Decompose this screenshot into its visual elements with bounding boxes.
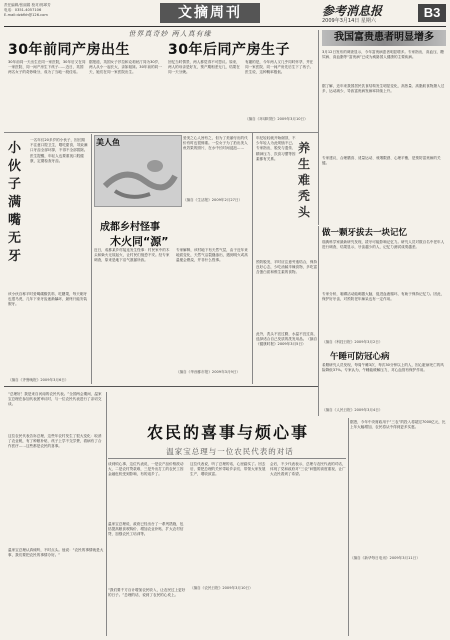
article-text: 爱美之心人皆有之，但为了美丽付出的代价有时也很惨重。一位女子为了拍出美人鱼效果的照片，在水中长时间浸泡……	[183, 136, 248, 151]
article-source: （摘自《环球时报》2009年3月10日）	[245, 117, 308, 121]
article-text: “总理好！我是来自河南的农民代表。”全国两会期间，温家宝总理在参加代表团审议时，与一位农民代表进行了亲切交谈。	[8, 392, 102, 407]
article-source: （摘自《科技日报》2009年3月2日）	[322, 340, 383, 344]
header-info-line: E-mail:dzbfkh@126.com	[4, 13, 48, 18]
article-text: 此外，洗头不宜过勤，水温不宜过高，选择适合自己发质的洗发用品。（摘自《健康时报》2009年3月5日）	[256, 332, 318, 347]
article-source: （摘自《农民日报》2009年3月10日）	[190, 586, 253, 590]
bald-title: 养生难秃头	[298, 141, 311, 219]
header-info-line: 责任编辑/张丽娟 校对/郭翠芳	[4, 3, 51, 7]
vertical-title-char: 小	[8, 141, 22, 156]
article-text: 瑞典科学家最新研究发现，拔牙可能影响记忆力。研究人员对数百名中老年人进行调查，结果显示，牙齿越少的人，记忆力测试成绩越差。	[322, 240, 445, 250]
article-source: （摘自《新华每日电讯》2009年3月11日）	[350, 556, 420, 560]
vertical-title	[8, 140, 24, 266]
vertical-title-char: 子	[8, 177, 22, 192]
article-source: （摘自《华西都市报》2009年3月9日）	[176, 370, 241, 374]
article-text: 据悉，今年中央财政用于“三农”的投入将超过7000亿元，比上年大幅增加，农民将从中得到更多实惠。	[350, 420, 446, 430]
article-text: 专家解释，该村地下有天然气层，由于近年来地质变化，天然气沿裂缝渗出，遇到明火或高温便会燃烧，并非什么怪事。	[176, 248, 248, 263]
article-text: 年纪轻轻就开始谢顶，不少年轻人为此烦恼不已。专家指出，脱发与遗传、精神压力、饮食习惯等因素都有关系。	[256, 136, 296, 161]
vertical-title-char: 嘴	[8, 213, 22, 228]
divider	[252, 132, 253, 384]
article-text: 专家分析，咀嚼活动能刺激大脑，促进血液循环，有助于保持记忆力。因此，保护好牙齿，对预防老年痴呆也有一定作用。	[322, 292, 445, 302]
article-text: 希腊研究人员发现，每周午睡3次、每次30分钟以上的人，因心脏病死亡的风险降低37%。专家认为，午睡能缓解压力，对心血管有保护作用。	[322, 363, 444, 373]
headline-left: 30年前同产房出生	[8, 42, 130, 58]
article-text: 这位农民代表告诉总理，这些年农村发生了很大变化：取消了农业税，有了种粮补贴，孩子上学不交学费，看病有了合作医疗……这些都是农民的喜事。	[8, 434, 102, 449]
article-text: 回忆当时情景，两人都觉得不可思议。原来，两人的母亲是好友，预产期相差无几，结果在同一天分娩。	[168, 60, 240, 75]
header-info	[4, 3, 94, 18]
divider	[108, 458, 346, 459]
story-title-line: 木火同“源”	[110, 235, 169, 248]
banner-title: 我国富贵患者明显增多	[334, 32, 434, 43]
article-text: 该小伙自称平时爱喝碳酸饮料、吃糖果，每天刷牙也很马虎，几年下来牙齿逐渐龋坏，最终只能安装假牙。	[8, 292, 88, 307]
section-title: 文摘周刊	[160, 3, 260, 23]
article-text: “我们要千方百计增加农民收入，让农民过上更好的日子。”总理的话，说到了农民的心坎上。	[108, 588, 186, 598]
bottom-headline: 农民的喜事与烦心事	[146, 423, 309, 442]
divider	[106, 392, 107, 636]
vertical-title-char: 满	[8, 195, 22, 210]
divider	[318, 30, 319, 225]
article-source: （摘自《齐鲁晚报》2009年3月6日）	[8, 378, 69, 382]
article-text: 会后，不少代表表示，总理与农民代表的对话，体现了党和政府对“三农”问题的高度重视，让广大农民看到了希望。	[270, 462, 346, 477]
header	[0, 0, 450, 28]
header-rule	[4, 26, 446, 27]
header-date: 2009年3月14日 星期六	[322, 18, 376, 24]
divider	[4, 386, 318, 387]
article-text: 近日，成都某乡村接连发生怪事：村民家中的木头和柴火无故起火，让村民们惶恐不安。经专家调查，原来是地下沼气泄漏所致。	[94, 248, 170, 263]
teeth-headline: 做一颗牙拔去一块记忆	[322, 228, 408, 238]
article-text: 这位代表说，听了总理的话，心里踏实了。回去后，要把总理的关怀带给乡亲们，带领大家发展生产，增收致富。	[190, 462, 266, 477]
article-text: 谈到烦心事，这位代表说，一是农产品价格波动大，二是农村贷款难，三是外出打工的农民工因金融危机受到影响，有的返乡了。	[108, 462, 184, 477]
article-source: （摘自《生活报》2009年2月27日）	[183, 198, 243, 202]
vertical-title-char: 牙	[8, 249, 22, 264]
article-text: 专家建议，合理膳食、适量运动、戒烟限酒、心理平衡，是预防富贵病的关键。	[322, 156, 441, 166]
story-title-line: 成都乡村怪事	[100, 222, 160, 233]
divider	[348, 418, 349, 636]
article-text: 预防脱发，平时应注意劳逸结合，保持良好心态，少吃油腻辛辣食物，多吃富含蛋白质和维生素的食物。	[256, 260, 318, 275]
page-number: B3	[418, 4, 446, 22]
nap-headline: 午睡可防冠心病	[330, 352, 390, 362]
article-text: 3月12日发布的调查显示，今年富贵病患者明显增多。专家指出，高血压、糖尿病、高血脂等“富贵病”已成为威胁国人健康的主要疾病。	[322, 50, 444, 60]
top-kicker: 世界真奇妙 两人真有缘	[128, 30, 212, 38]
article-text: 据了解，近年来我国居民饮食结构发生明显变化，高热量、高脂肪食物摄入过多，运动减少，导致富贵病发病率持续上升。	[322, 84, 445, 94]
article-source: （摘自《人民日报》2009年3月4日）	[322, 408, 383, 412]
story-title	[100, 218, 186, 249]
masthead: 参考消息报	[322, 4, 383, 18]
article-text: 一名年仅20多岁的小伙子，因长期不注意口腔卫生，嗜吃甜食，导致满口牙齿全部坏掉，不得不全部拔除。医生提醒，年轻人也要重视口腔健康，定期检查牙齿。	[30, 138, 88, 163]
mermaid-caption: 美人鱼	[96, 138, 120, 147]
article-text: 温家宝总理说，政府已经出台了一系列措施，包括提高粮食收购价、增加农业补贴、扩大农村信贷、加强农民工培训等。	[108, 522, 184, 537]
divider	[91, 134, 92, 384]
article-text: 据报道，英国女子莎拉和克莉丝汀同为30岁，两人从小一起长大，亲如姐妹。30年前的同一天，她们在同一家医院出生。	[89, 60, 162, 75]
article-text: 有趣的是，今年两人又几乎同时怀孕，并在同一家医院、同一间产房先后生下了孩子。医生说，这种概率极低。	[245, 60, 314, 75]
vertical-title-char: 伙	[8, 159, 22, 174]
divider	[318, 226, 319, 416]
header-info-line: 电话：0351-4057106	[4, 8, 42, 13]
vertical-title-char: 无	[8, 231, 22, 246]
headline-right: 30年后同产房生子	[168, 42, 290, 58]
bottom-subheadline: 温家宝总理与一位农民代表的对话	[166, 447, 294, 456]
article-text: 温家宝总理认真倾听，不时点头。他说：“农民的事情就是大事，我们要把农民的事情办好。”	[8, 548, 104, 558]
article-text: 30年前同一天出生在同一家医院，30年后又在同一家医院、同一间产房生下孩子……近日，英国两名女子的奇妙缘分，成为了当地一段佳话。	[8, 60, 86, 75]
banner-right	[322, 30, 446, 46]
divider	[4, 132, 318, 133]
